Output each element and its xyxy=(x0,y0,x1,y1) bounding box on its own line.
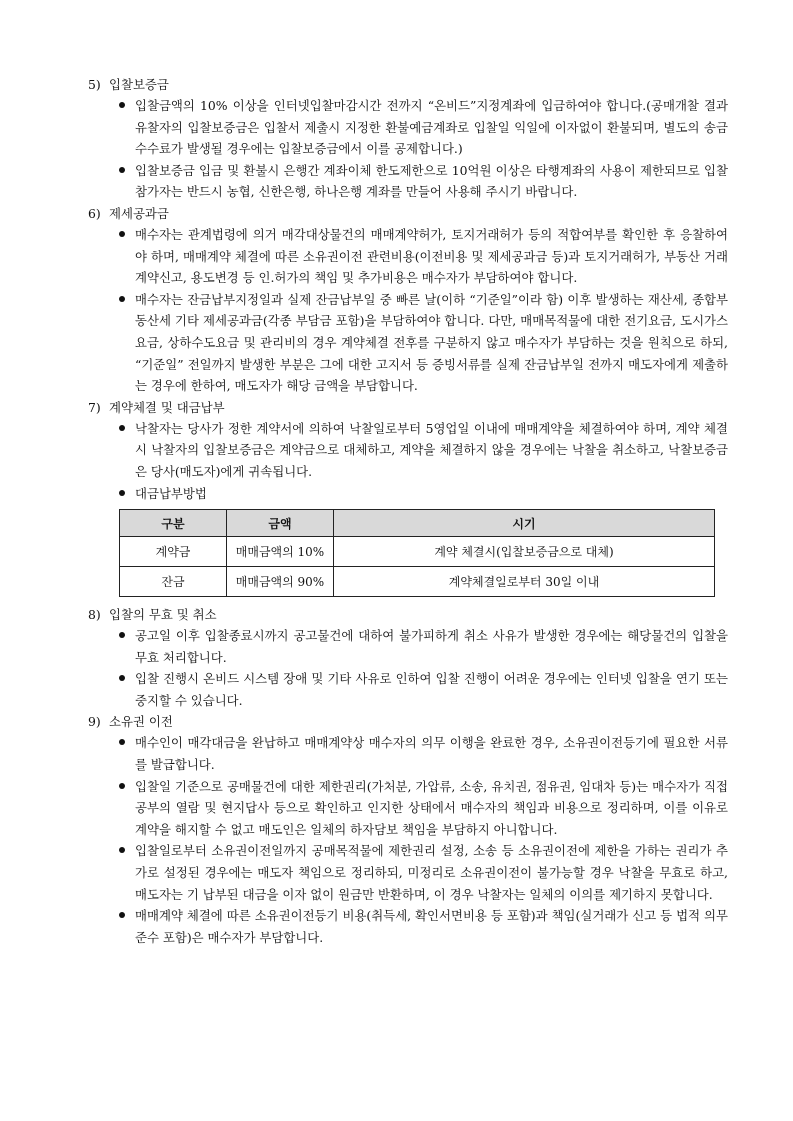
section-8-invalidation xyxy=(88,604,728,711)
bullet-icon xyxy=(119,167,125,173)
bullet-icon xyxy=(119,102,125,108)
section-heading xyxy=(88,203,728,224)
table-cell: 계약 체결시(입찰보증금으로 대체) xyxy=(334,537,715,567)
bullet-icon xyxy=(119,425,125,431)
table-cell: 계약금 xyxy=(120,537,227,567)
section-9-ownership-transfer xyxy=(88,711,728,948)
bullet-text: 매수인이 매각대금을 완납하고 매매계약상 매수자의 의무 이행을 완료한 경우, 소유권이전등기에 필요한 서류를 발급합니다. xyxy=(135,735,728,773)
bullet-text: 입찰일 기준으로 공매물건에 대한 제한권리(가처분, 가압류, 소송, 유치권, 점유권, 임대차 등)는 매수자가 직접 공부의 열람 및 현지답사 등으로 확인하고 인지한 상태에서 매수자의 책임과 비용으로 정리하며, 이를 이유로 계약을 해지할 수 없고 매도인은 일체의 하자담보 책임을 부담하지 아니합니다. xyxy=(135,778,728,837)
bullet-item xyxy=(88,776,728,841)
bullet-text: 입찰금액의 10% 이상을 인터넷입찰마감시간 전까지 “온비드”지정계좌에 입금하여야 합니다.(공매개찰 결과 유찰자의 입찰보증금은 입찰서 제출시 지정한 환불예금계좌로 입찰일 익일에 이자없이 환불되며, 별도의 송금수수료가 발생될 경우에는 입찰보증금에서 이를 공제합니다.) xyxy=(135,98,728,157)
bullet-icon xyxy=(119,675,125,681)
bullet-text: 매매계약 체결에 따른 소유권이전등기 비용(취득세, 확인서면비용 등 포함)과 책임(실거래가 신고 등 법적 의무 준수 포함)은 매수자가 부담합니다. xyxy=(135,908,728,945)
column-header: 구분 xyxy=(120,510,227,537)
table-cell: 계약체결일로부터 30일 이내 xyxy=(334,567,715,597)
bullet-icon xyxy=(119,912,125,918)
bullet-icon xyxy=(119,739,125,745)
section-6-taxes xyxy=(88,203,728,397)
column-header: 시기 xyxy=(334,510,715,537)
bullet-list xyxy=(88,95,728,203)
section-number: 7) xyxy=(88,399,101,415)
bullet-item xyxy=(88,418,728,483)
bullet-icon xyxy=(119,847,125,853)
bullet-item xyxy=(88,483,728,505)
bullet-item xyxy=(88,840,728,905)
bullet-text: 공고일 이후 입찰종료시까지 공고물건에 대하여 불가피하게 취소 사유가 발생한 경우에는 해당물건의 입찰을 무효 처리합니다. xyxy=(135,628,728,665)
bullet-icon xyxy=(119,783,125,789)
section-number: 9) xyxy=(88,714,101,730)
bullet-text: 매수자는 관계법령에 의거 매각대상물건의 매매계약허가, 토지거래허가 등의 적합여부를 확인한 후 응찰하여야 하며, 매매계약 체결에 따른 소유권이전 관련비용(이전비용 및 제세공과금 등)과 토지거래허가, 부동산 거래계약신고, 용도변경 등 인.허가의 책임 및 추가비용은 매수자가 부담하여야 합니다. xyxy=(135,226,728,286)
bullet-item xyxy=(88,668,728,711)
section-title: 제세공과금 xyxy=(109,205,169,221)
bullet-list xyxy=(88,625,728,711)
section-5-bid-deposit xyxy=(88,74,728,203)
bullet-item xyxy=(88,224,728,289)
bullet-item xyxy=(88,95,728,160)
section-7-contract-payment xyxy=(88,397,728,597)
section-title: 입찰보증금 xyxy=(109,77,169,92)
document-page xyxy=(88,74,728,948)
section-heading xyxy=(88,711,728,732)
payment-schedule-table xyxy=(119,509,715,597)
table-cell: 잔금 xyxy=(120,567,227,597)
bullet-text: 입찰 진행시 온비드 시스템 장애 및 기타 사유로 인하여 입찰 진행이 어려운 경우에는 인터넷 입찰을 연기 또는 중지할 수 있습니다. xyxy=(135,671,728,708)
bullet-icon xyxy=(119,231,125,237)
bullet-text: 낙찰자는 당사가 정한 계약서에 의하여 낙찰일로부터 5영업일 이내에 매매계약을 체결하여야 하며, 계약 체결시 낙찰자의 입찰보증금은 계약금으로 대체하고, 계약을 체결하지 않을 경우에는 낙찰을 취소하고, 낙찰보증금은 당사(매도자)에게 귀속됩니다. xyxy=(135,420,728,479)
column-header: 금액 xyxy=(227,510,334,537)
bullet-item xyxy=(88,732,728,775)
bullet-item xyxy=(88,289,728,397)
section-number: 8) xyxy=(88,607,101,623)
bullet-text: 매수자는 잔금납부지정일과 실제 잔금납부일 중 빠른 날(이하 “기준일”이라 함) 이후 발생하는 재산세, 종합부동산세 기타 제세공과금(각종 부담금 포함)을 부담하여야 합니다. 다만, 매매목적물에 대한 전기요금, 도시가스요금, 상하수도요금 및 관리비의 경우 계약체결 전후를 구분하지 않고 매수자가 부담하는 것을 원칙으로 하되, “기준일” 전일까지 발생한 부분은 그에 대한 고지서 등 증빙서류를 실제 잔금납부일 전까지 매도자에게 제출하는 경우에 한하여, 매도자가 해당 금액을 부담합니다. xyxy=(135,291,728,394)
section-number: 5) xyxy=(88,77,101,92)
bullet-item xyxy=(88,625,728,668)
table-cell: 매매금액의 90% xyxy=(227,567,334,597)
table-row xyxy=(120,537,715,567)
bullet-list xyxy=(88,224,728,397)
bullet-item xyxy=(88,160,728,203)
section-number: 6) xyxy=(88,205,101,221)
section-heading xyxy=(88,604,728,625)
bullet-icon xyxy=(119,490,125,496)
bullet-text: 대금납부방법 xyxy=(135,485,207,501)
bullet-text: 입찰보증금 입금 및 환불시 은행간 계좌이체 한도제한으로 10억원 이상은 타행계좌의 사용이 제한되므로 입찰참가자는 반드시 농협, 신한은행, 하나은행 계좌를 만들어 사용해 주시기 바랍니다. xyxy=(135,162,728,200)
bullet-icon xyxy=(119,632,125,638)
bullet-icon xyxy=(119,296,125,302)
bullet-text: 입찰일로부터 소유권이전일까지 공매목적물에 제한권리 설정, 소송 등 소유권이전에 제한을 가하는 권리가 추가로 설정된 경우에는 매도자 책임으로 정리하되, 미정리로 소유권이전이 불가능할 경우 낙찰을 무효로 하고, 매도자는 기 납부된 대금을 이자 없이 원금만 반환하며, 이 경우 낙찰자는 일체의 이의를 제기하지 못합니다. xyxy=(135,843,728,902)
table-header-row xyxy=(120,510,715,537)
table-row xyxy=(120,567,715,597)
bullet-list xyxy=(88,732,728,948)
bullet-list xyxy=(88,418,728,504)
section-title: 계약체결 및 대금납부 xyxy=(109,399,225,415)
bullet-item xyxy=(88,905,728,948)
section-title: 소유권 이전 xyxy=(109,714,173,730)
section-heading xyxy=(88,397,728,418)
section-title: 입찰의 무효 및 취소 xyxy=(109,607,217,623)
table-cell: 매매금액의 10% xyxy=(227,537,334,567)
section-heading xyxy=(88,74,728,95)
